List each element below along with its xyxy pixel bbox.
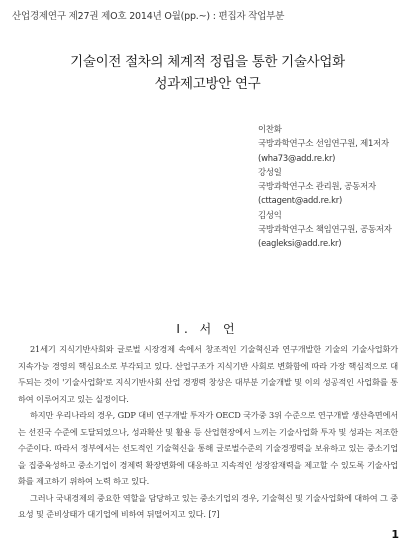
page-number: 1 bbox=[391, 528, 399, 541]
paper-title-line-2: 성과제고방안 연구 bbox=[154, 76, 261, 92]
author-email: (eagleksi@add.re.kr) bbox=[258, 238, 342, 249]
running-header: 산업경제연구 제27권 제O호 2014년 O월(pp.~) : 편집자 작업부분 bbox=[12, 11, 285, 22]
paragraph: 그러나 국내경제의 중요한 역할을 담당하고 있는 중소기업의 경우, 기술혁신 및 기술사업화에 대하여 그 중요성 및 준비상태가 대기업에 비하여 뒤떨어지고 있다. [7] bbox=[18, 492, 398, 519]
paragraph: 하지만 우리나라의 경우, GDP 대비 연구개발 투자가 OECD 국가중 3위 수준으로 연구개발 생산측면에서는 선진국 수준에 도달되었으나, 성과확산 및 활용 등 산업현장에서 느끼는 기술사업화 투자 및 성과는 저조한 수준이다. 따라서 정부에서는 선도적인 기술혁신을 통해 글로벌수준의 기술경쟁력을 보유하고 있는 중소기업을 집중육성하고 중소기업이 경제력 확장변화에 대응하고 지속적인 성장잠재력을 제고할 수 있도록 기술사업화를 제고하기 위하여 노력 하고 있다. bbox=[18, 410, 398, 486]
author-name: 이찬화 bbox=[258, 124, 282, 134]
author-affiliation: 국방과학연구소 책임연구원, 공동저자 bbox=[258, 224, 392, 235]
author-affiliation: 국방과학연구소 선임연구원, 제1저자 bbox=[258, 138, 389, 149]
author-email: (wha73@add.re.kr) bbox=[258, 152, 336, 163]
section-heading: Ⅰ. 서 언 bbox=[176, 322, 239, 336]
author-block bbox=[258, 122, 413, 251]
paper-title-line-1: 기술이전 절차의 체계적 정립을 통한 기술사업화 bbox=[70, 54, 345, 70]
author-name: 강성일 bbox=[258, 166, 282, 177]
paragraph: 21세기 지식기반사회와 글로벌 시장경제 속에서 창조적인 기술혁신과 연구개발한 기술의 기술사업화가 지속가능 경영의 핵심요소로 부각되고 있다. 산업구조가 지식기반 사회로 변화함에 따라 가장 핵심적으로 대두되는 것이 '기술사업화'로 지식기반사회 산업 경쟁력 창상은 대부분 기술개발 및 이의 성공적인 사업화를 통하여 이루어지고 있는 실정이다. bbox=[18, 344, 398, 404]
author-name: 김성익 bbox=[258, 209, 282, 220]
author-email: (cttagent@add.re.kr) bbox=[258, 195, 343, 206]
author-affiliation: 국방과학연구소 관리원, 공동저자 bbox=[258, 181, 376, 192]
body-text bbox=[18, 341, 398, 523]
